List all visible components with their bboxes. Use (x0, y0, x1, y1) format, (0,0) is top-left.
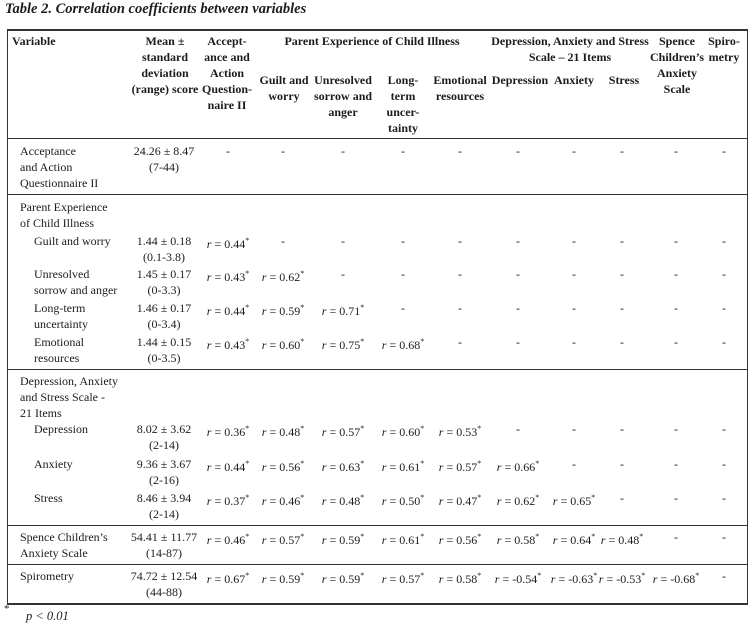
row-label-line: sorrow and anger (34, 283, 118, 297)
row-mean-line: (7-44) (149, 160, 179, 174)
row-mean-line: 9.36 ± 3.67 (136, 457, 192, 471)
correlation-cell: r = 0.43* (206, 269, 250, 284)
correlation-cell: - (401, 301, 405, 315)
section-rule (7, 369, 748, 370)
correlation-cell: - (572, 301, 576, 315)
correlation-cell: - (572, 144, 576, 158)
header-mean-line: standard (141, 50, 188, 64)
section-rule (7, 525, 748, 526)
correlation-cell: r = 0.53* (438, 424, 482, 439)
correlation-cell: r = 0.59* (321, 571, 365, 586)
correlation-cell: r = 0.37* (206, 493, 250, 508)
correlation-cell: - (722, 457, 726, 471)
correlation-cell: r = 0.62* (261, 269, 305, 284)
row-label (34, 456, 73, 472)
header-mean-line: deviation (141, 66, 189, 80)
correlation-cell: r = 0.48* (321, 493, 365, 508)
correlation-cell: r = -0.68* (652, 571, 700, 586)
row-label (34, 490, 63, 506)
header-spence-line: Anxiety (657, 66, 697, 80)
correlation-cell: - (722, 301, 726, 315)
correlation-cell: r = 0.46* (261, 493, 305, 508)
correlation-cell: - (722, 422, 726, 436)
correlation-cell: r = 0.75* (321, 337, 365, 352)
correlation-cell: - (572, 267, 576, 281)
correlation-cell: r = 0.48* (600, 532, 644, 547)
row-mean-line: (0-3.4) (147, 317, 181, 331)
header-stress-line: Stress (608, 73, 640, 87)
correlation-cell: - (516, 144, 520, 158)
correlation-cell: r = 0.43* (206, 337, 250, 352)
correlation-cell: - (516, 267, 520, 281)
row-mean-line: (0.1-3.8) (143, 250, 185, 264)
correlation-cell: - (620, 335, 624, 349)
correlation-cell: - (572, 422, 576, 436)
header-aaq-line: Action (210, 66, 244, 80)
row-mean (121, 143, 207, 175)
header-spence-line: Scale (663, 82, 691, 96)
correlation-cell: - (722, 267, 726, 281)
header-variable (12, 33, 56, 49)
header-spirometry-line: Spiro- (708, 34, 740, 48)
row-label-line: Depression, Anxiety (20, 374, 118, 388)
row-mean-line: 24.26 ± 8.47 (133, 144, 195, 158)
correlation-cell: r = 0.59* (261, 571, 305, 586)
row-label (20, 199, 108, 231)
footnote-mark: * (4, 603, 10, 615)
row-mean (121, 300, 207, 332)
correlation-cell: r = 0.67* (206, 571, 250, 586)
correlation-cell: - (620, 267, 624, 281)
row-mean-line: (44-88) (146, 585, 182, 599)
correlation-cell: r = 0.50* (381, 493, 425, 508)
header-longterm-line: uncer- (386, 105, 420, 119)
correlation-cell: r = 0.48* (261, 424, 305, 439)
header-aaq (199, 33, 255, 113)
row-mean (121, 490, 207, 522)
correlation-cell: r = 0.64* (552, 532, 596, 547)
header-guilt-line: Guilt and (259, 73, 309, 87)
correlation-cell: - (674, 335, 678, 349)
correlation-cell: - (401, 144, 405, 158)
correlation-cell: r = 0.60* (261, 337, 305, 352)
row-label-line: resources (34, 351, 80, 365)
correlation-cell: r = 0.61* (381, 532, 425, 547)
correlation-cell: r = -0.53* (598, 571, 646, 586)
correlation-cell: - (572, 457, 576, 471)
row-label-line: of Child Illness (20, 216, 94, 230)
header-depression-line: Depression (491, 73, 549, 87)
correlation-cell: - (620, 301, 624, 315)
row-mean-line: 1.44 ± 0.15 (136, 335, 192, 349)
correlation-cell: - (226, 144, 230, 158)
correlation-cell: - (458, 301, 462, 315)
correlation-cell: r = 0.57* (321, 424, 365, 439)
correlation-cell: - (341, 267, 345, 281)
header-emotional-line: Emotional (433, 73, 487, 87)
correlation-cell: r = 0.36* (206, 424, 250, 439)
row-label (20, 143, 98, 191)
table-top-rule (7, 29, 748, 31)
correlation-cell: - (674, 530, 678, 544)
header-sorrow (313, 72, 373, 120)
correlation-cell: - (401, 234, 405, 248)
row-label (34, 334, 84, 366)
header-stress (596, 72, 652, 88)
row-mean-line: 1.46 ± 0.17 (136, 301, 192, 315)
correlation-cell: r = 0.61* (381, 459, 425, 474)
correlation-cell: r = 0.56* (261, 459, 305, 474)
correlation-cell: - (572, 234, 576, 248)
row-mean-line: 54.41 ± 11.77 (130, 530, 198, 544)
header-aaq-line: Question- (201, 82, 252, 96)
correlation-cell: - (674, 491, 678, 505)
correlation-cell: - (516, 234, 520, 248)
correlation-cell: - (281, 144, 285, 158)
section-rule (7, 564, 748, 565)
header-anxiety-line: Anxiety (554, 73, 594, 87)
row-label (20, 373, 118, 421)
correlation-cell: - (516, 301, 520, 315)
correlation-cell: r = -0.63* (550, 571, 598, 586)
header-spence-line: Children’s (649, 50, 704, 64)
correlation-cell: r = 0.58* (438, 571, 482, 586)
row-label (20, 529, 108, 561)
correlation-cell: r = 0.44* (206, 303, 250, 318)
header-peci-group (259, 33, 485, 49)
section-rule (7, 194, 748, 195)
row-mean (121, 568, 207, 600)
row-mean-line: (14-87) (146, 546, 182, 560)
correlation-cell: r = 0.44* (206, 459, 250, 474)
correlation-cell: - (516, 422, 520, 436)
correlation-cell: - (674, 267, 678, 281)
correlation-cell: r = 0.57* (381, 571, 425, 586)
row-mean-line: 8.02 ± 3.62 (136, 422, 192, 436)
correlation-cell: r = 0.56* (438, 532, 482, 547)
correlation-cell: - (674, 422, 678, 436)
header-longterm-line: Long- (387, 73, 419, 87)
correlation-cell: r = 0.68* (381, 337, 425, 352)
header-aaq-line: ance and (204, 50, 250, 64)
correlation-cell: - (458, 144, 462, 158)
correlation-cell: r = 0.63* (321, 459, 365, 474)
correlation-cell: r = 0.65* (552, 493, 596, 508)
row-mean-line: (2-16) (149, 473, 179, 487)
correlation-cell: r = 0.71* (321, 303, 365, 318)
row-label-line: Acceptance (20, 144, 76, 158)
correlation-cell: - (620, 422, 624, 436)
correlation-cell: - (341, 144, 345, 158)
row-mean-line: 1.44 ± 0.18 (136, 234, 192, 248)
row-label (34, 233, 111, 249)
header-emotional-line: resources (435, 89, 485, 103)
correlation-cell: - (722, 144, 726, 158)
correlation-cell: - (674, 144, 678, 158)
header-longterm-line: term (390, 89, 416, 103)
row-label-line: uncertainty (34, 317, 88, 331)
correlation-cell: - (722, 569, 726, 583)
row-mean (121, 529, 207, 561)
header-longterm (378, 72, 428, 136)
row-label-line: Unresolved (34, 267, 90, 281)
correlation-cell: - (458, 267, 462, 281)
correlation-cell: r = 0.66* (496, 459, 540, 474)
row-label (34, 300, 88, 332)
correlation-cell: - (620, 491, 624, 505)
row-mean-line: 74.72 ± 12.54 (130, 569, 198, 583)
header-aaq-line: naire II (207, 98, 247, 112)
row-label-line: 21 Items (20, 406, 62, 420)
row-mean-line: (0-3.5) (147, 351, 181, 365)
row-label-line: Anxiety (34, 457, 73, 471)
correlation-cell: - (458, 234, 462, 248)
row-label (34, 421, 88, 437)
row-label-line: Questionnaire II (20, 176, 99, 190)
header-peci-group-line: Parent Experience of Child Illness (284, 34, 460, 48)
header-spence (646, 33, 708, 97)
correlation-cell: r = 0.60* (381, 424, 425, 439)
row-label (20, 568, 74, 584)
row-label-line: and Stress Scale - (20, 390, 105, 404)
row-label-line: Spirometry (20, 569, 74, 583)
correlation-cell: r = 0.62* (496, 493, 540, 508)
correlation-cell: - (620, 234, 624, 248)
header-guilt (256, 72, 312, 104)
header-sorrow-line: anger (328, 105, 358, 119)
header-mean (124, 33, 206, 97)
correlation-cell: - (458, 335, 462, 349)
header-aaq-line: Accept- (207, 34, 247, 48)
correlation-cell: - (674, 234, 678, 248)
correlation-cell: r = 0.59* (321, 532, 365, 547)
table-caption: Table 2. Correlation coefficients between variables (5, 1, 307, 17)
correlation-cell: r = 0.57* (261, 532, 305, 547)
correlation-cell: r = 0.59* (261, 303, 305, 318)
row-label-line: Long-term (34, 301, 86, 315)
header-longterm-line: tainty (388, 121, 418, 135)
header-bottom-rule (7, 138, 748, 139)
footnote-text: p < 0.01 (26, 609, 69, 623)
correlation-cell: - (722, 491, 726, 505)
header-dass-group (489, 33, 651, 65)
row-mean-line: 8.46 ± 3.94 (136, 491, 192, 505)
row-mean-line: 1.45 ± 0.17 (136, 267, 192, 281)
left-border (7, 29, 8, 603)
header-mean-line: (range) score (131, 82, 199, 96)
correlation-cell: - (722, 335, 726, 349)
row-label-line: Depression (34, 422, 88, 436)
row-mean (121, 421, 207, 453)
correlation-cell: r = -0.54* (494, 571, 542, 586)
header-anxiety (546, 72, 602, 88)
header-dass-group-line: Depression, Anxiety and Stress (491, 34, 649, 48)
header-dass-group-line: Scale – 21 Items (528, 50, 612, 64)
row-mean-line: (2-14) (149, 507, 179, 521)
row-mean (121, 233, 207, 265)
row-label-line: and Action (20, 160, 73, 174)
correlation-cell: - (722, 234, 726, 248)
correlation-cell: - (620, 457, 624, 471)
row-label-line: Anxiety Scale (20, 546, 88, 560)
header-spirometry (702, 33, 746, 65)
header-emotional (430, 72, 490, 104)
row-label-line: Parent Experience (20, 200, 108, 214)
correlation-cell: - (401, 267, 405, 281)
row-label-line: Stress (34, 491, 63, 505)
header-sorrow-line: Unresolved (314, 73, 372, 87)
correlation-cell: - (281, 234, 285, 248)
row-mean (121, 334, 207, 366)
row-mean (121, 266, 207, 298)
header-depression (489, 72, 551, 88)
header-spence-line: Spence (659, 34, 695, 48)
row-mean-line: (2-14) (149, 438, 179, 452)
correlation-cell: - (722, 530, 726, 544)
correlation-cell: r = 0.44* (206, 236, 250, 251)
correlation-cell: r = 0.57* (438, 459, 482, 474)
header-variable-line: Variable (12, 34, 56, 48)
row-label-line: Emotional (34, 335, 84, 349)
header-guilt-line: worry (268, 89, 300, 103)
right-border (747, 29, 748, 603)
correlation-cell: r = 0.46* (206, 532, 250, 547)
row-label (34, 266, 117, 298)
correlation-cell: - (341, 234, 345, 248)
correlation-cell: r = 0.58* (496, 532, 540, 547)
row-label-line: Guilt and worry (34, 234, 111, 248)
correlation-cell: - (620, 144, 624, 158)
correlation-cell: r = 0.47* (438, 493, 482, 508)
correlation-cell: - (674, 301, 678, 315)
correlation-cell: - (516, 335, 520, 349)
correlation-cell: - (674, 457, 678, 471)
correlation-cell: - (572, 335, 576, 349)
header-sorrow-line: sorrow and (313, 89, 373, 103)
header-spirometry-line: metry (708, 50, 740, 64)
row-mean-line: (0-3.3) (147, 283, 181, 297)
row-label-line: Spence Children’s (20, 530, 108, 544)
header-mean-line: Mean ± (145, 34, 185, 48)
row-mean (121, 456, 207, 488)
table-bottom-rule (7, 603, 748, 605)
